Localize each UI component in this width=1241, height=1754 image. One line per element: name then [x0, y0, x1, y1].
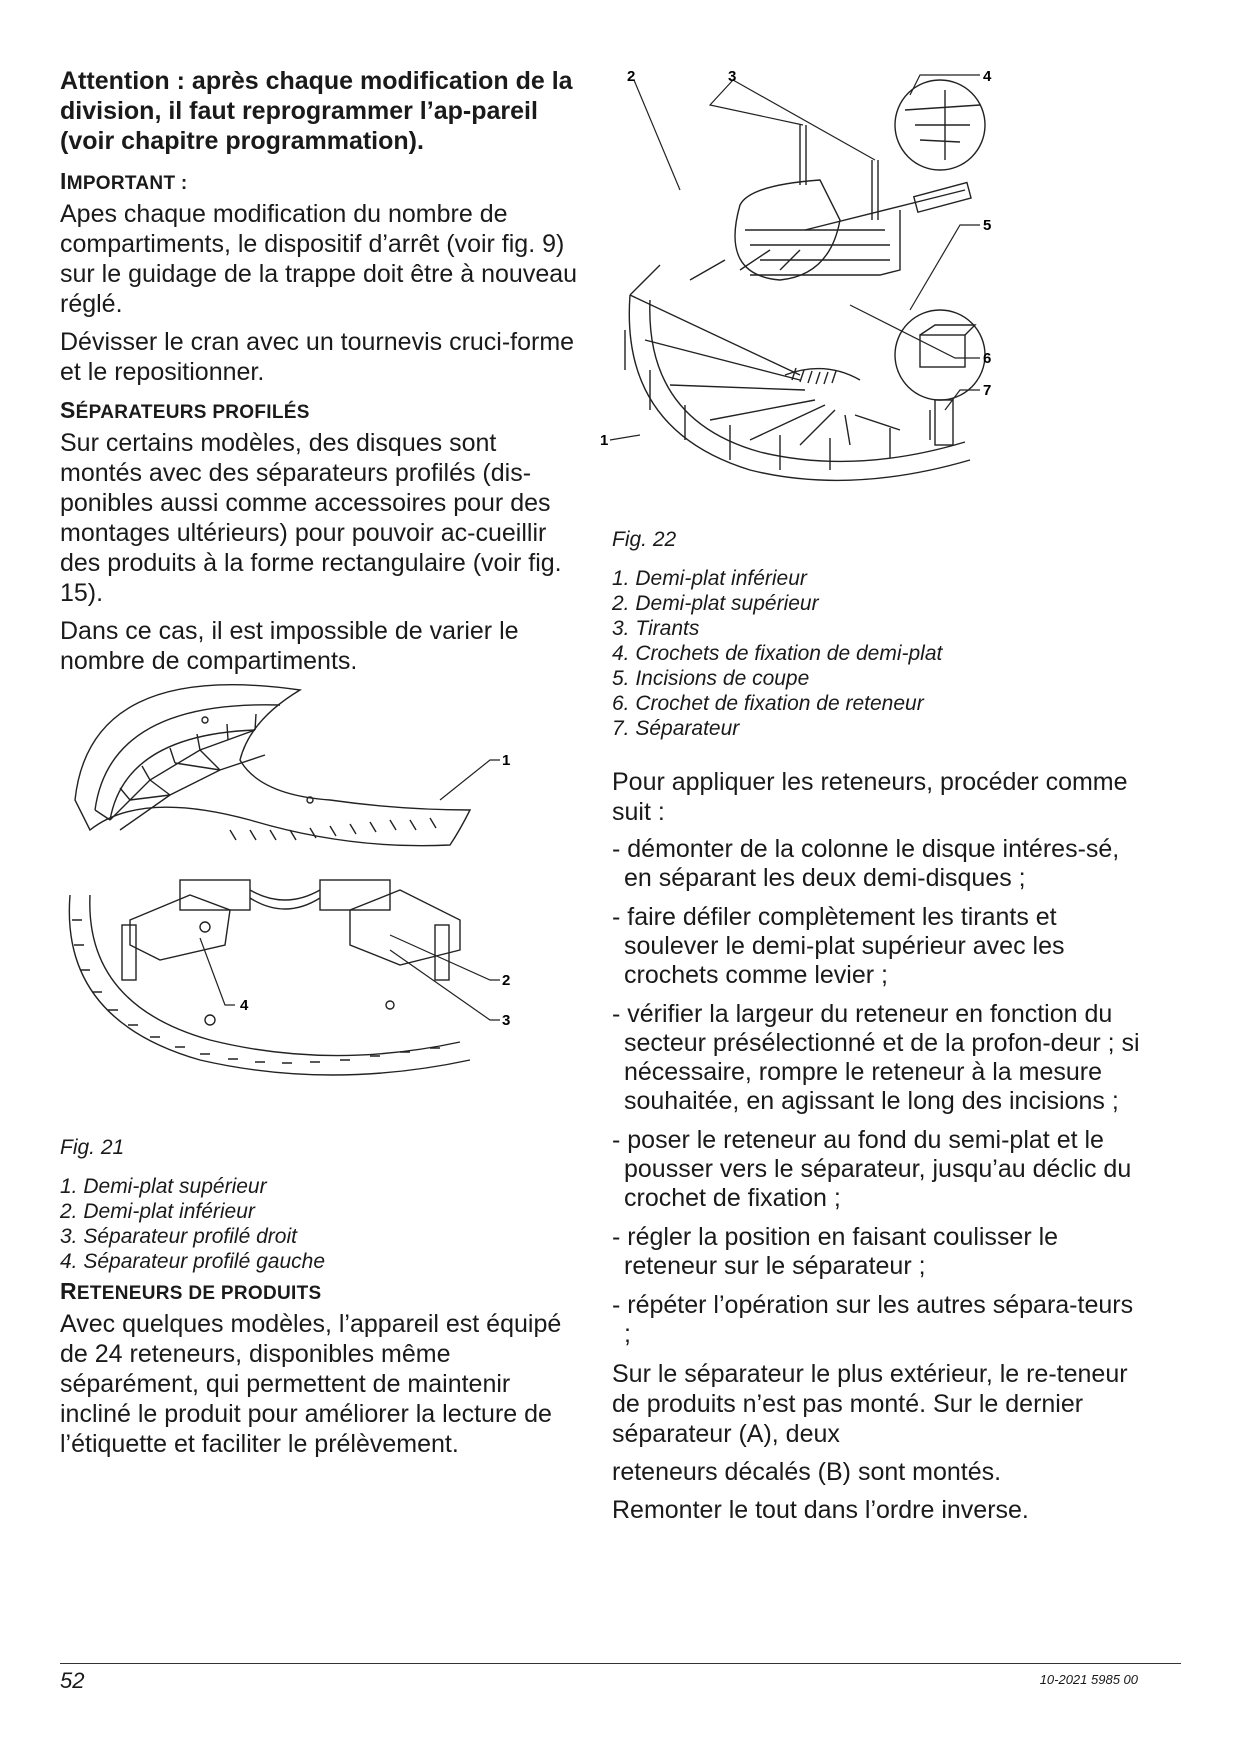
fig21-label-3: 3 — [502, 1012, 511, 1029]
fig21-legend-item: 4. Séparateur profilé gauche — [60, 1250, 326, 1273]
fig21-illustration — [50, 680, 540, 1130]
fig21-legend-item: 3. Séparateur profilé droit — [60, 1225, 297, 1248]
fig22-legend-item: 2. Demi-plat supérieur — [612, 592, 819, 615]
fig21-text-block — [60, 1136, 580, 1467]
retainers-text: Avec quelques modèles, l’appareil est équipé de 24 reteneurs, disponibles même séparément, qui permettent de maintenir incliné le produit pour améliorer la lecture de l’étiquette et faciliter le prélèvement. — [60, 1310, 562, 1458]
fig22-label-5: 5 — [983, 217, 992, 234]
outro-text-2: reteneurs décalés (B) sont montés. — [612, 1458, 1002, 1486]
outro-text-3: Remonter le tout dans l’ordre inverse. — [612, 1496, 1029, 1524]
separators-text-2: Dans ce cas, il est impossible de varier le nombre de compartiments. — [60, 617, 519, 675]
important-heading: IMPORTANT : — [60, 168, 188, 194]
separators-heading: SÉPARATEURS PROFILÉS — [60, 397, 310, 423]
fig21-legend — [60, 1174, 580, 1274]
procedure-intro: Pour appliquer les reteneurs, procéder comme suit : — [612, 768, 1128, 826]
fig22-drawing — [600, 70, 1070, 540]
footer-rule — [60, 1663, 1181, 1664]
fig22-label-3: 3 — [728, 70, 737, 85]
procedure-step: - répéter l’opération sur les autres sépara-teurs ; — [612, 1291, 1134, 1348]
fig22-legend-item: 1. Demi-plat inférieur — [612, 567, 807, 590]
fig22-legend-item: 3. Tirants — [612, 617, 700, 640]
right-column — [612, 528, 1142, 1533]
fig21-label-4: 4 — [240, 997, 249, 1014]
fig22-label-6: 6 — [983, 350, 992, 367]
left-column — [60, 66, 580, 684]
fig22-legend-item: 5. Incisions de coupe — [612, 667, 810, 690]
retainers-heading: RETENEURS DE PRODUITS — [60, 1278, 322, 1304]
fig21-label-1: 1 — [502, 752, 511, 769]
fig21-label-2: 2 — [502, 972, 511, 989]
fig22-legend-item: 7. Séparateur — [612, 717, 740, 740]
fig22-legend-item: 6. Crochet de fixation de reteneur — [612, 692, 924, 715]
fig21-caption: Fig. 21 — [60, 1136, 125, 1159]
procedure-step: - régler la position en faisant coulisser le reteneur sur le séparateur ; — [612, 1223, 1059, 1280]
fig22-legend — [612, 566, 1142, 741]
important-text-2: Dévisser le cran avec un tournevis cruci-forme et le repositionner. — [60, 328, 575, 386]
procedure-step: - démonter de la colonne le disque intéres-sé, en séparant les deux demi-disques ; — [612, 835, 1120, 892]
document-code: 10-2021 5985 00 — [1039, 1672, 1138, 1687]
fig22-label-7: 7 — [983, 382, 992, 399]
fig22-caption: Fig. 22 — [612, 528, 677, 551]
fig21-legend-item: 1. Demi-plat supérieur — [60, 1175, 267, 1198]
procedure-step: - poser le reteneur au fond du semi-plat et le pousser vers le séparateur, jusqu’au déclic du crochet de fixation ; — [612, 1126, 1132, 1212]
separators-text: Sur certains modèles, des disques sont montés avec des séparateurs profilés (dis-ponibles aussi comme accessoires pour des montages ultérieurs) pour pouvoir ac-cueillir des produits à la forme rectangulaire (voir fig. 15). — [60, 429, 562, 607]
procedure-step: - faire défiler complètement les tirants et soulever le demi-plat supérieur avec les crochets comme levier ; — [612, 903, 1065, 989]
fig21-legend-item: 2. Demi-plat inférieur — [60, 1200, 255, 1223]
fig22-illustration — [600, 70, 1070, 540]
page-number: 52 — [60, 1668, 85, 1693]
fig22-legend-item: 4. Crochets de fixation de demi-plat — [612, 642, 943, 665]
fig22-label-2: 2 — [627, 70, 636, 85]
attention-note: Attention : après chaque modification de la division, il faut reprogrammer l’ap-pareil (voir chapitre programmation). — [60, 67, 573, 155]
fig21-drawing — [50, 680, 540, 1130]
fig22-label-1: 1 — [600, 432, 609, 449]
procedure-step: - vérifier la largeur du reteneur en fonction du secteur présélectionné et de la profon-deur ; si nécessaire, rompre le reteneur à la mesure souhaitée, en agissant le long des incisions ; — [612, 1000, 1140, 1115]
fig22-label-4: 4 — [983, 70, 992, 85]
outro-text: Sur le séparateur le plus extérieur, le re-teneur de produits n’est pas monté. Sur le dernier séparateur (A), deux — [612, 1360, 1128, 1448]
procedure-steps — [612, 835, 1142, 1349]
important-text: Apes chaque modification du nombre de compartiments, le dispositif d’arrêt (voir fig. 9) sur le guidage de la trappe doit être à nouveau réglé. — [60, 200, 578, 318]
